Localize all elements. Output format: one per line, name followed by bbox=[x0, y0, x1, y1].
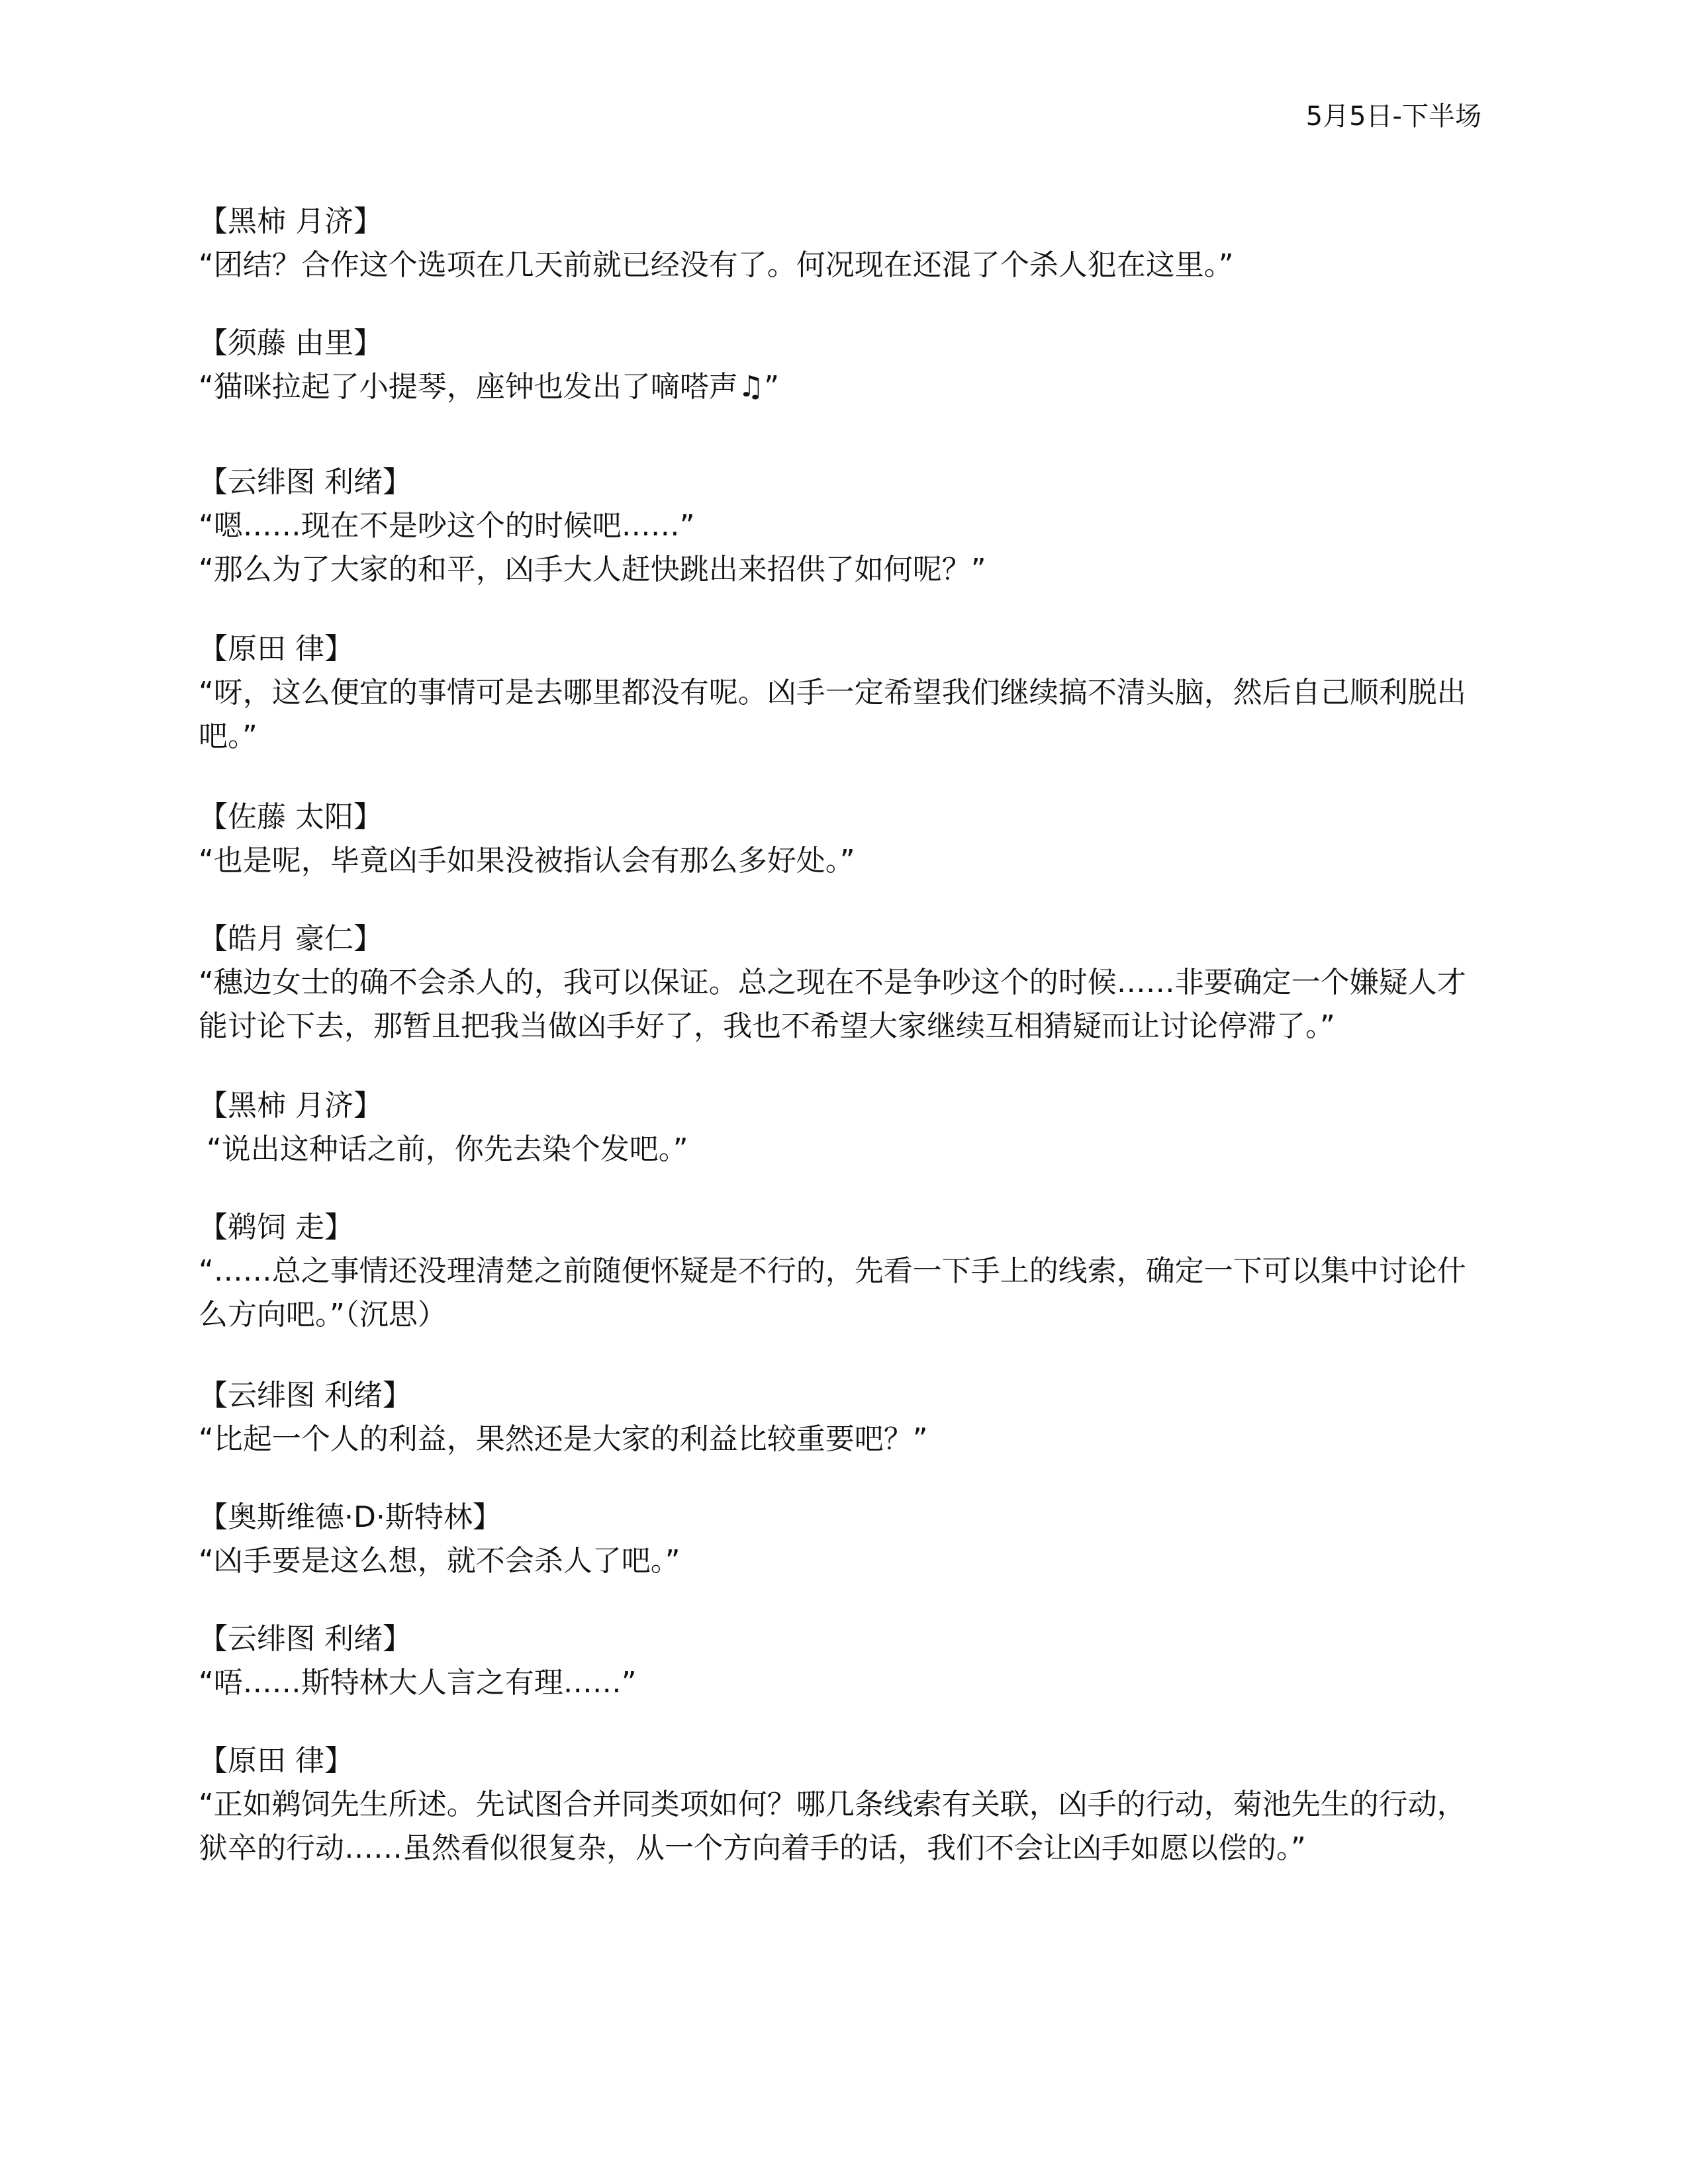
speaker-name: 【云绯图 利绪】 bbox=[199, 465, 412, 499]
dialogue-line: “穗边女士的确不会杀人的，我可以保证。总之现在不是争吵这个的时候……非要确定一个嫌疑人才能讨论下去，那暂且把我当做凶手好了，我也不希望大家继续互相猜疑而让讨论停滞了。” bbox=[199, 966, 1466, 1043]
dialogue-block bbox=[199, 1374, 1489, 1461]
dialogue-line: “凶手要是这么想，就不会杀人了吧。” bbox=[199, 1544, 680, 1578]
dialogue-block bbox=[199, 1617, 1489, 1705]
dialogue-block bbox=[199, 627, 1489, 758]
dialogue-block bbox=[199, 322, 1489, 409]
page-header-date: 5月5日-下半场 bbox=[1305, 101, 1481, 132]
dialogue-block bbox=[199, 796, 1489, 883]
dialogue-block bbox=[199, 917, 1489, 1048]
dialogue-block bbox=[199, 461, 1489, 592]
speaker-name: 【黑柿 月济】 bbox=[199, 205, 383, 238]
speaker-name: 【原田 律】 bbox=[199, 632, 353, 666]
dialogue-block bbox=[199, 1206, 1489, 1337]
speaker-name: 【奥斯维德·D·斯特林】 bbox=[199, 1500, 502, 1534]
speaker-name: 【黑柿 月济】 bbox=[199, 1089, 383, 1122]
dialogue-line: “正如鹈饲先生所述。先试图合并同类项如何？哪几条线索有关联，凶手的行动，菊池先生的行动，狱卒的行动……虽然看似很复杂，从一个方向着手的话，我们不会让凶手如愿以偿的。” bbox=[199, 1788, 1466, 1865]
speaker-name: 【云绯图 利绪】 bbox=[199, 1622, 412, 1656]
speaker-name: 【原田 律】 bbox=[199, 1744, 353, 1778]
dialogue-block bbox=[199, 1084, 1489, 1171]
dialogue-line: “说出这种话之前，你先去染个发吧。” bbox=[207, 1132, 688, 1166]
dialogue-line: “……总之事情还没理清楚之前随便怀疑是不行的，先看一下手上的线索，确定一下可以集中讨论什么方向吧。”（沉思） bbox=[199, 1254, 1466, 1332]
dialogue-line: “猫咪拉起了小提琴，座钟也发出了嘀嗒声♫” bbox=[199, 370, 780, 404]
dialogue-block bbox=[199, 1496, 1489, 1583]
speaker-name: 【鹈饲 走】 bbox=[199, 1210, 353, 1244]
dialogue-line: “唔……斯特林大人言之有理……” bbox=[199, 1666, 637, 1700]
dialogue-line: “也是呢，毕竟凶手如果没被指认会有那么多好处。” bbox=[199, 844, 855, 878]
speaker-name: 【云绯图 利绪】 bbox=[199, 1379, 412, 1412]
dialogue-line: “团结？合作这个选项在几天前就已经没有了。何况现在还混了个杀人犯在这里。” bbox=[199, 248, 1234, 282]
dialogue-block bbox=[199, 1739, 1489, 1870]
dialogue-line: “呀，这么便宜的事情可是去哪里都没有呢。凶手一定希望我们继续搞不清头脑，然后自己顺利脱出吧。” bbox=[199, 676, 1466, 753]
speaker-name: 【佐藤 太阳】 bbox=[199, 800, 383, 834]
dialogue-block bbox=[199, 200, 1489, 287]
speaker-name: 【须藤 由里】 bbox=[199, 326, 383, 360]
speaker-name: 【皓月 豪仁】 bbox=[199, 922, 383, 956]
dialogue-line: “嗯……现在不是吵这个的时候吧……” bbox=[199, 509, 695, 543]
dialogue-line: “比起一个人的利益，果然还是大家的利益比较重要吧？” bbox=[199, 1422, 928, 1456]
dialogue-line: “那么为了大家的和平，凶手大人赶快跳出来招供了如何呢？” bbox=[199, 553, 986, 586]
